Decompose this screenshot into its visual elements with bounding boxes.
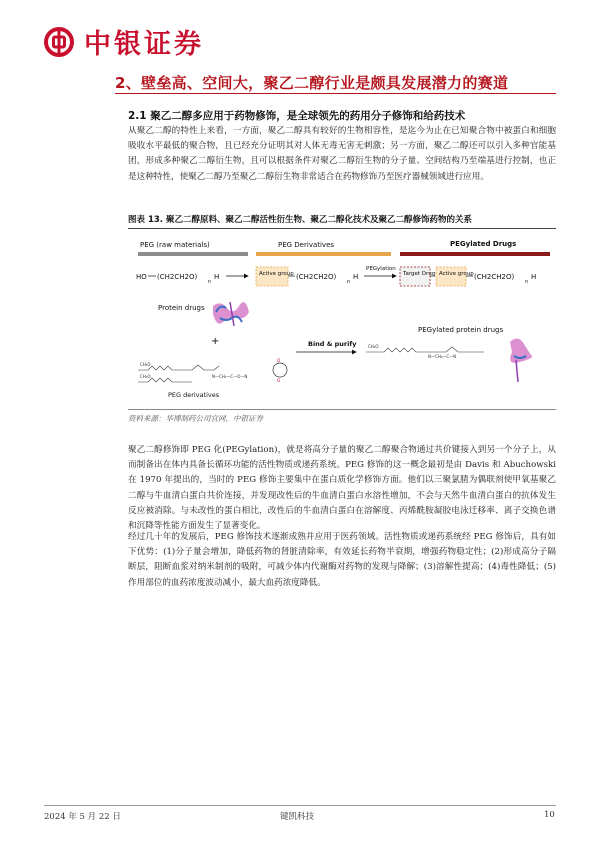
peg-derivative-structure xyxy=(138,358,287,383)
advantages-paragraph: 经过几十年的发展后，PEG 修饰技术逐渐成熟并应用于医药领域。活性物质或递药系统经 PEG 修饰后，具有如下优势：(1)分子量会增加，降低药物的肾脏清除率，有效延长药物半衰期，增强药物稳定性；(2)形成高分子隔断层，阻断血浆对纳米制剂的吸附，可减少体内代谢酶对药物的发现与降解；(3)溶解性提高；(4)毒性降低；(5)作用部位的血药浓度波动减小，最大血药浓度降低。 xyxy=(128,532,556,588)
peg-raw-bar xyxy=(138,252,248,256)
footer-date: 2024 年 5 月 22 日 xyxy=(44,812,121,822)
plus-sign: + xyxy=(211,336,220,347)
peg-derivatives-bar xyxy=(256,252,391,256)
section-title: 2、壁垒高、空间大，聚乙二醇行业是颇具发展潜力的赛道 xyxy=(115,74,509,92)
pegylated-protein-label: PEGylated protein drugs xyxy=(418,326,504,334)
pegylated-drug-formula xyxy=(400,267,536,286)
svg-text:CH₃O: CH₃O xyxy=(140,374,151,379)
svg-text:Target Drug: Target Drug xyxy=(403,271,436,277)
pegylated-drugs-bar xyxy=(400,252,550,256)
protein-molecule-icon xyxy=(213,302,249,326)
svg-text:n: n xyxy=(208,279,212,285)
pegylated-drugs-label: PEGylated Drugs xyxy=(450,240,517,248)
svg-text:Active group: Active group xyxy=(439,271,474,277)
pegylation-label: PEGylation xyxy=(366,266,396,272)
peg-derivatives-bottom-label: PEG derivatives xyxy=(168,391,220,399)
svg-text:CH₃O: CH₃O xyxy=(140,362,151,367)
svg-text:O: O xyxy=(277,358,281,363)
svg-text:(CH2CH2O): (CH2CH2O) xyxy=(474,273,515,281)
bind-purify-label: Bind & purify xyxy=(308,340,357,348)
pegylation-paragraph: 聚乙二醇修饰即 PEG 化(PEGylation)，就是将高分子量的聚乙二醇聚合物通过共价键接入到另一个分子上，从而制备出在体内具备长循环功能的活性物质或递药系统。PEG 修饰的这一概念最初是由 Davis 和 Abuchowski 在 1970 年提出的，当时的 PEG 修饰主要集中在蛋白质化学修饰方面。他们以三聚氯腈为偶联剂使甲氧基聚乙二醇与牛血清白蛋白共价连接，并发现改性后的牛血清白蛋白水溶性增加，不会与天然牛血清白蛋白的抗体发生反应被消除。与未改性的蛋白相比，改性后的牛血清白蛋白在溶解度、丙烯酰胺凝胶电泳迁移率、离子交换色谱和沉降等性能方面发生了显著变化。 xyxy=(128,445,556,532)
intro-paragraph: 从聚乙二醇的特性上来看，一方面，聚乙二醇具有较好的生物相容性，是迄今为止在已知聚合物中被蛋白和细胞吸收水平最低的聚合物，且已经充分证明其对人体无毒无害无刺激；另一方面，聚乙二醇还可以引入多种官能基团，形成多种聚乙二醇衍生物，且可以根据条件对聚乙二醇衍生物的分子量、空间结构乃至端基进行控制，也正是这种特性，使聚乙二醇乃至聚乙二醇衍生物非常适合在药物修饰乃至医疗器械领域进行应用。 xyxy=(128,126,556,182)
pegylated-protein-structure xyxy=(366,338,532,382)
svg-text:N—CH₂—C—O—N: N—CH₂—C—O—N xyxy=(212,374,248,379)
svg-text:(CH2CH2O): (CH2CH2O) xyxy=(296,273,337,281)
figure-caption: 图表 13. 聚乙二醇原料、聚乙二醇活性衍生物、聚乙二醇化技术及聚乙二醇修饰药物的关系 xyxy=(128,215,472,225)
figure-top-divider xyxy=(128,228,556,229)
page-number: 10 xyxy=(544,810,555,820)
peg-raw-label: PEG (raw materials) xyxy=(140,241,210,249)
footer-divider xyxy=(44,805,556,806)
svg-text:O: O xyxy=(277,378,281,383)
svg-text:H: H xyxy=(353,273,359,281)
subsection-title: 2.1 聚乙二醇多应用于药物修饰，是全球领先的药用分子修饰和给药技术 xyxy=(128,110,466,122)
section-divider xyxy=(115,93,556,94)
svg-text:n: n xyxy=(347,279,351,285)
svg-text:H: H xyxy=(214,273,220,281)
figure-bottom-divider xyxy=(128,409,556,410)
svg-text:n: n xyxy=(525,279,529,285)
brand-logo xyxy=(44,22,204,61)
pegylation-diagram xyxy=(128,232,556,408)
brand-name: 中银证券 xyxy=(84,29,204,60)
bank-of-china-logo-icon xyxy=(44,27,74,57)
protein-drugs-label: Protein drugs xyxy=(158,304,205,312)
figure-source: 资料来源：华博制药公司官网，中银证券 xyxy=(128,414,263,423)
svg-text:HO: HO xyxy=(136,273,147,281)
peg-derivatives-label: PEG Derivatives xyxy=(278,241,335,249)
peg-raw-formula xyxy=(136,273,219,285)
footer-company: 键凯科技 xyxy=(280,812,315,822)
peg-derivative-formula xyxy=(256,267,358,286)
svg-text:(CH2CH2O): (CH2CH2O) xyxy=(157,273,198,281)
svg-text:CH₃O: CH₃O xyxy=(368,344,379,349)
svg-text:N—CH₂—C—N: N—CH₂—C—N xyxy=(428,354,457,359)
svg-text:Active group: Active group xyxy=(259,271,294,277)
svg-text:H: H xyxy=(531,273,537,281)
